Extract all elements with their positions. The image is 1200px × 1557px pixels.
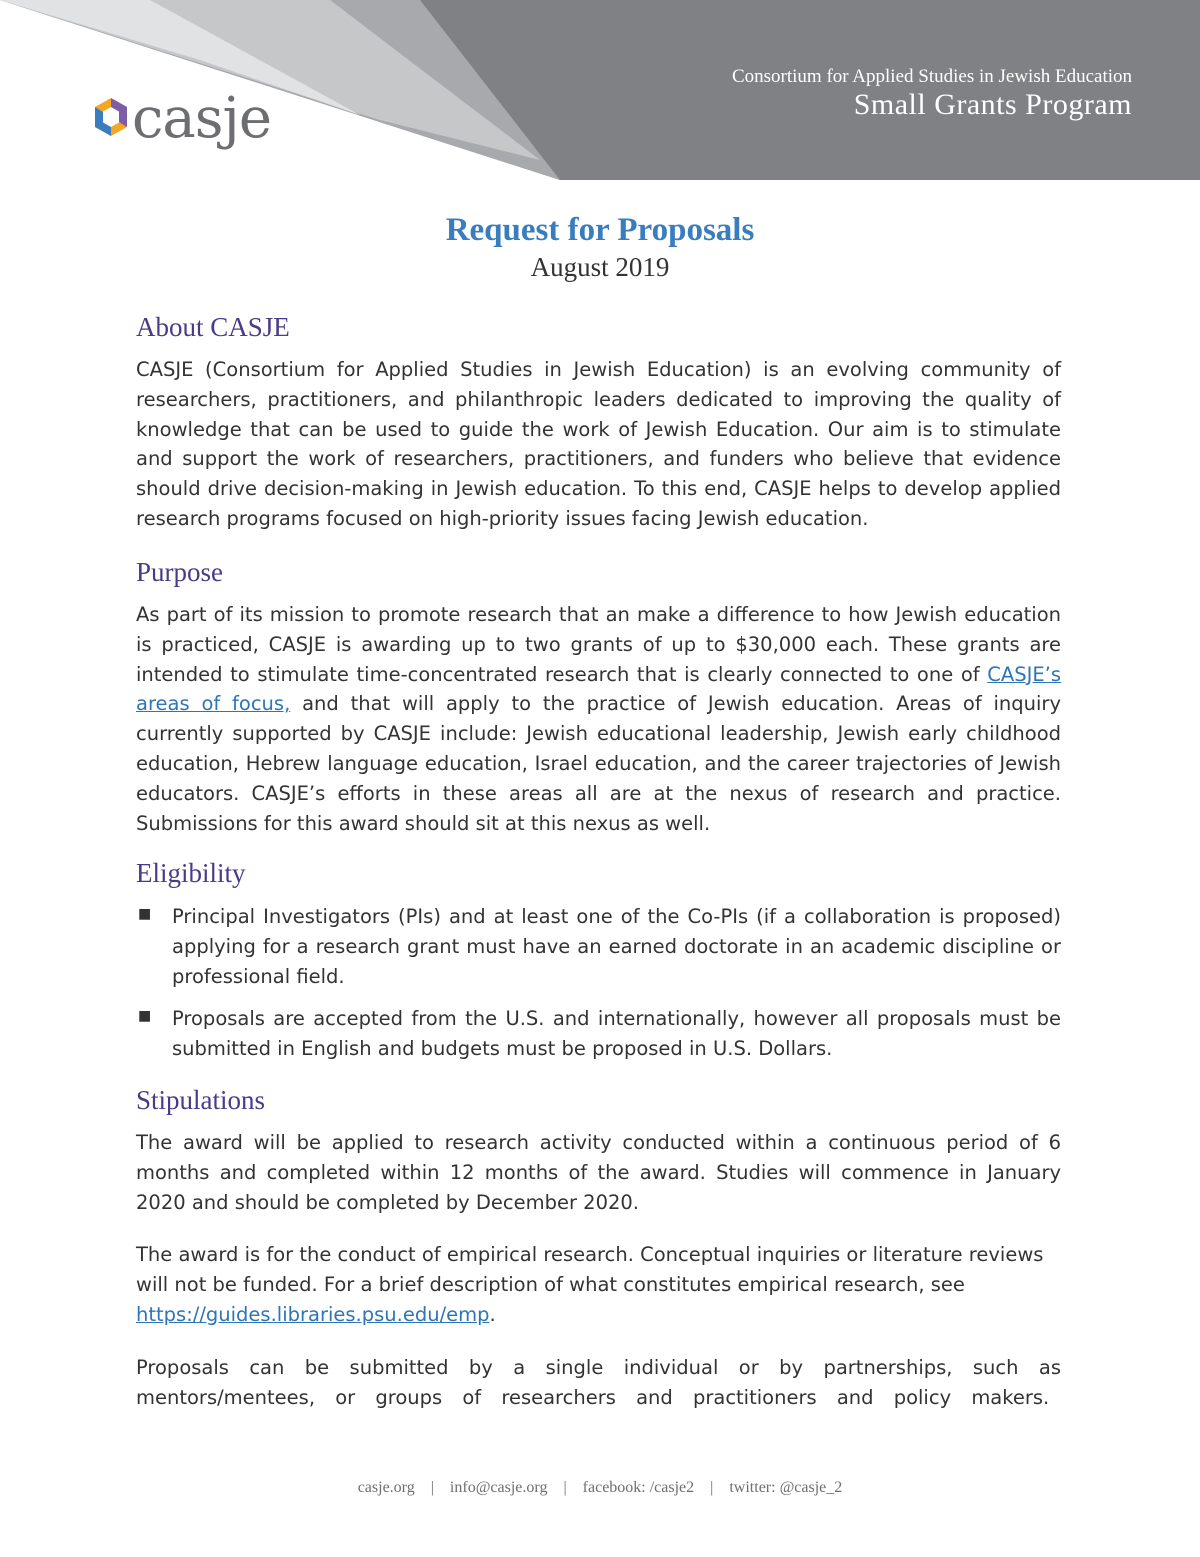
section-heading-purpose: Purpose [136, 557, 223, 587]
about-paragraph: CASJE (Consortium for Applied Studies in Jewish Education) is an evolving community of researchers, practitioners, and philanthropic leaders dedicated to improving the quality of knowledge that can be used to guide the work of Jewish Education. Our aim is to stimulate and support the work of researchers, practitioners, and funders who believe that evidence should drive decision-making in Jewish education. To this end, CASJE helps to develop applied research programs focused on high-priority issues facing Jewish education. [136, 358, 1061, 530]
footer-separator: | [710, 1479, 714, 1496]
section-heading-eligibility: Eligibility [136, 858, 246, 888]
footer-website-link[interactable]: casje.org [357, 1479, 415, 1496]
empirical-research-link[interactable]: https://guides.libraries.psu.edu/emp [136, 1302, 490, 1326]
purpose-text-start: As part of its mission to promote research that an make a difference to how Jewish education is practiced, CASJE is awarding up to two grants of up to $30,000 each. These grants are intended to stimulate time-concentrated research that is clearly connected to one of [136, 603, 1061, 686]
footer [0, 1479, 1200, 1497]
purpose-text-end: and that will apply to the practice of Jewish education. Areas of inquiry currently supported by CASJE include: Jewish educational leadership, Jewish early childhood education, Hebrew language education, Israel education, and the career trajectories of Jewish educators. CASJE’s efforts in these areas all are at the nexus of research and practice. Submissions for this award should sit at this nexus as well. [136, 692, 1061, 835]
purpose-paragraph [136, 600, 1061, 838]
footer-email-link[interactable]: info@casje.org [449, 1479, 548, 1496]
list-item [136, 1004, 1061, 1064]
logo-wordmark: casje [132, 86, 271, 151]
stipulations-paragraph-1: The award will be applied to research activity conducted within a continuous period of 6 months and completed within 12 months of the award. Studies will commence in January 2020 and should be completed by December 2020. [136, 1131, 1061, 1214]
stipulations-text: The award is for the conduct of empirical research. Conceptual inquiries or literature reviews will not be funded. For a brief description of what constitutes empirical research, see [136, 1243, 1044, 1296]
footer-twitter-link[interactable]: twitter: @casje_2 [729, 1479, 843, 1496]
program-name: Small Grants Program [853, 88, 1132, 121]
document-title: Request for Proposals [445, 212, 755, 248]
footer-facebook-link[interactable]: facebook: /casje2 [582, 1479, 695, 1496]
stipulations-paragraph-2 [136, 1240, 1061, 1329]
hexagon-logo-icon [92, 96, 130, 140]
bullet-icon: ■ [138, 1008, 152, 1024]
footer-separator: | [563, 1479, 567, 1496]
bullet-icon: ■ [138, 906, 152, 922]
eligibility-bullet-text: Principal Investigators (PIs) and at least one of the Co-PIs (if a collaboration is proposed) applying for a research grant must have an earned doctorate in an academic discipline or professional field. [172, 905, 1061, 988]
document-date: August 2019 [530, 252, 670, 282]
footer-separator: | [430, 1479, 434, 1496]
list-item [136, 902, 1061, 991]
stipulations-paragraph-3: Proposals can be submitted by a single individual or by partnerships, such as mentors/mentees, or groups of researchers and practitioners and policy makers. [136, 1356, 1061, 1409]
eligibility-bullet-text: Proposals are accepted from the U.S. and internationally, however all proposals must be submitted in English and budgets must be proposed in U.S. Dollars. [172, 1007, 1061, 1060]
stipulations-text-end: . [489, 1302, 496, 1326]
section-heading-about: About CASJE [136, 312, 290, 342]
organization-name: Consortium for Applied Studies in Jewish Education [731, 66, 1132, 87]
casje-logo[interactable] [92, 86, 292, 172]
section-heading-stipulations: Stipulations [136, 1085, 266, 1115]
areas-of-focus-link[interactable]: CASJE’s areas of focus, [136, 662, 1061, 716]
